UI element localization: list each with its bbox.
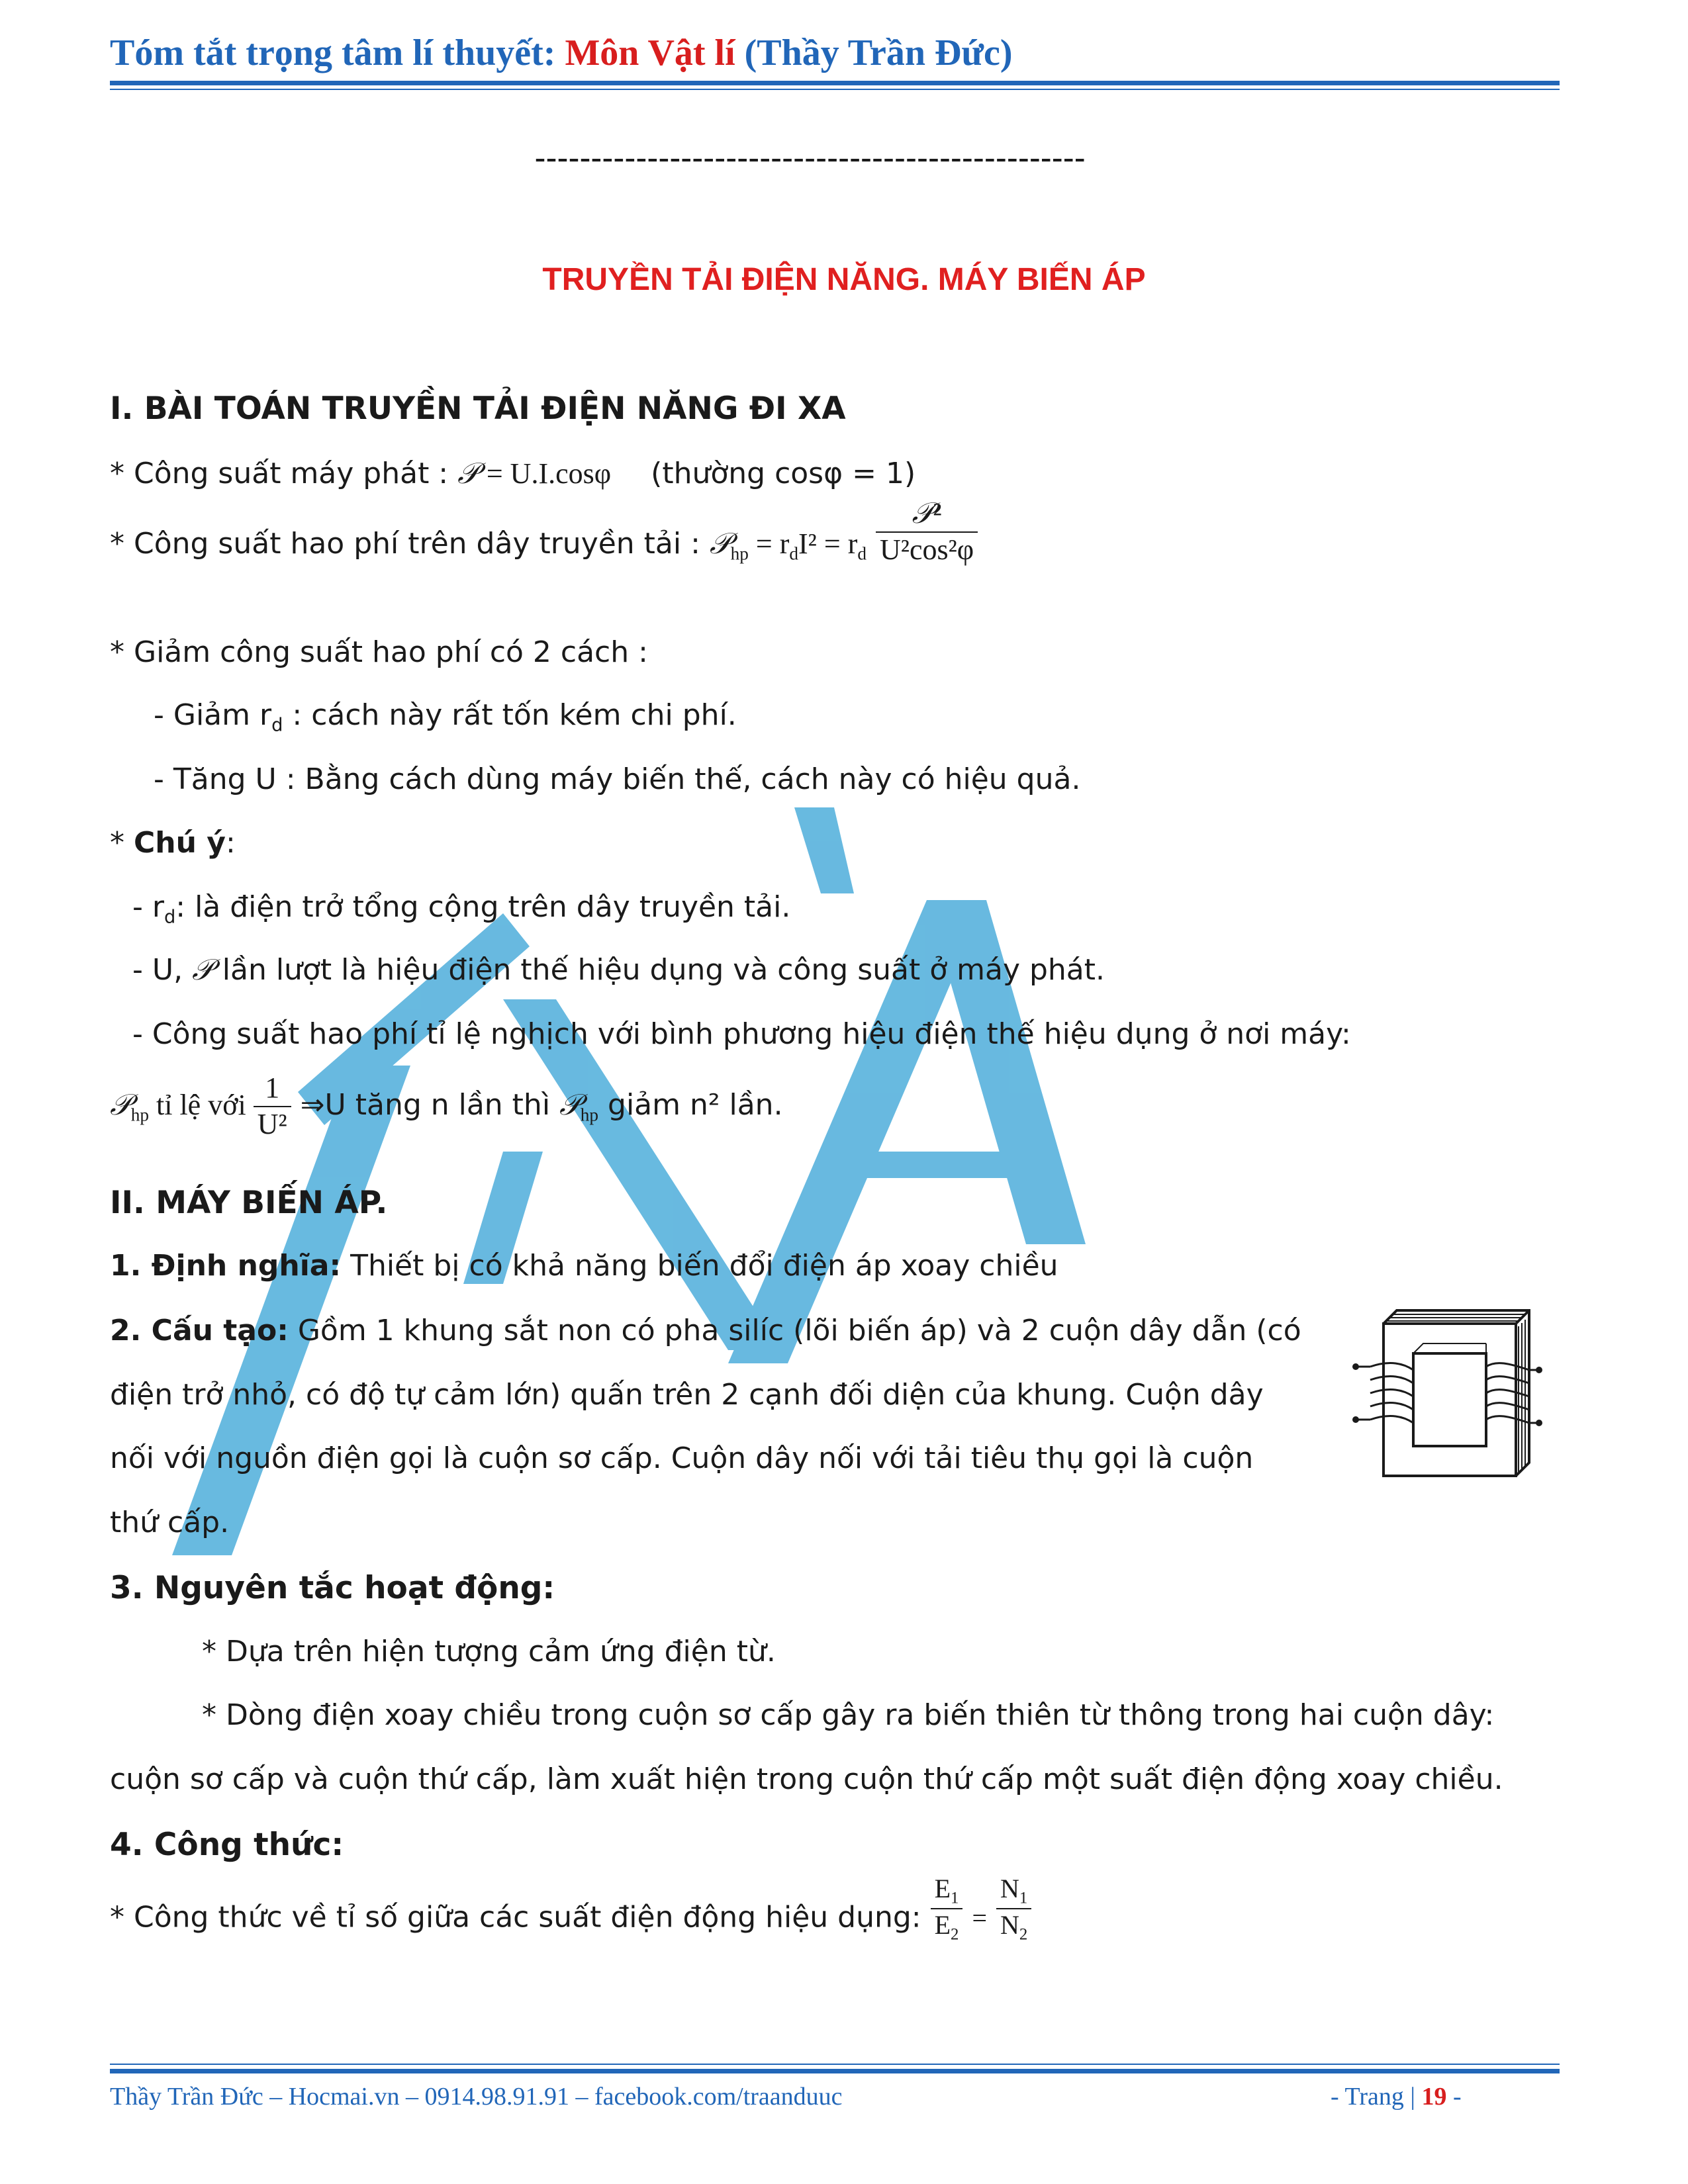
header-prefix: Tóm tắt trọng tâm lí thuyết:: [110, 32, 565, 73]
prop-den: U²: [257, 1107, 287, 1140]
prop-symbol-2: 𝒫: [559, 1087, 581, 1122]
header-subject: Môn Vật lí: [565, 32, 735, 73]
principle-item-2b: cuộn sơ cấp và cuộn thứ cấp, làm xuất hiện trong cuộn thứ cấp một suất điện động xoay chiều.: [110, 1762, 1503, 1796]
ratio-n2-sub: 2: [1019, 1926, 1028, 1944]
footer-rule-thick: [110, 2069, 1560, 2073]
structure-text-1: Gồm 1 khung sắt non có pha silíc (lõi biến áp) và 2 cuộn dây dẫn (có: [288, 1314, 1301, 1347]
definition-text: Thiết bị có khả năng biến đổi điện áp xoay chiều: [341, 1249, 1058, 1283]
note-bold: Chú ý: [134, 826, 226, 860]
loss-formula-a: = r: [755, 527, 790, 560]
page-prefix: - Trang |: [1331, 2083, 1422, 2111]
transformer-diagram: [1350, 1297, 1542, 1489]
structure-line-4: thứ cấp.: [110, 1506, 230, 1539]
document-title: TRUYỀN TẢI ĐIỆN NĂNG. MÁY BIẾN ÁP: [542, 262, 1146, 297]
formula-heading: 4. Công thức:: [110, 1827, 344, 1863]
ratio-e2-sub: 2: [951, 1926, 959, 1944]
header-teacher: (Thầy Trần Đức): [735, 32, 1013, 73]
structure-line-2: điện trở nhỏ, có độ tự cảm lớn) quấn trên 2 cạnh đối diện của khung. Cuộn dây: [110, 1378, 1264, 1412]
note-item-3: - Công suất hao phí tỉ lệ nghịch với bình phương hiệu điện thế hiệu dụng ở nơi máy:: [132, 1017, 1351, 1051]
principle-item-1: * Dựa trên hiện tượng cảm ứng điện từ.: [202, 1635, 776, 1668]
prop-fraction: [254, 1071, 291, 1142]
note-1-b: : là điện trở tổng cộng trên dây truyền tải.: [175, 890, 791, 924]
separator-line: -------------------------------------------------: [535, 140, 1086, 175]
note-colon: :: [225, 826, 236, 860]
ratio-e1: E: [934, 1874, 951, 1903]
structure-line-3: nối với nguồn điện gọi là cuộn sơ cấp. Cuộn dây nối với tải tiêu thụ gọi là cuộn: [110, 1441, 1254, 1475]
reduce-label: * Giảm công suất hao phí có 2 cách :: [110, 635, 648, 669]
page-number-label: [1331, 2082, 1462, 2111]
ratio-n2: N: [1000, 1910, 1019, 1940]
loss-fraction: [876, 496, 978, 568]
loss-line: [110, 496, 978, 568]
principle-heading: 3. Nguyên tắc hoạt động:: [110, 1570, 555, 1606]
ratio-e1-sub: 1: [951, 1889, 959, 1907]
reduce-1-a: - Giảm r: [154, 698, 272, 732]
reduce-1-b: : cách này rất tốn kém chi phí.: [283, 698, 737, 732]
loss-num-symbol: 𝒫: [912, 496, 933, 530]
reduce-1-sub: d: [271, 715, 283, 736]
power-note: (thường cosφ = 1): [651, 457, 916, 490]
header-rule-thick: [110, 81, 1560, 85]
ratio-line: [110, 1874, 1031, 1945]
note-2-symbol: 𝒫: [192, 953, 213, 987]
prop-sub-hp-2: hp: [580, 1105, 599, 1125]
note-item-1: [132, 890, 790, 929]
footer-text: Thầy Trần Đức – Hocmai.vn – 0914.98.91.91 – facebook.com/traanduuc: [110, 2083, 843, 2111]
structure-label: 2. Cấu tạo:: [110, 1314, 289, 1347]
ratio-n1: N: [1000, 1874, 1019, 1903]
prop-c: giảm n² lần.: [598, 1087, 783, 1122]
reduce-item-1: [154, 698, 737, 737]
prop-num: 1: [254, 1071, 291, 1107]
section1-heading: I. BÀI TOÁN TRUYỀN TẢI ĐIỆN NĂNG ĐI XA: [110, 390, 846, 427]
page-suffix: -: [1446, 2083, 1462, 2111]
structure-line-1: [110, 1314, 1301, 1349]
section2-heading: II. MÁY BIẾN ÁP.: [110, 1185, 388, 1221]
definition-label: 1. Định nghĩa:: [110, 1249, 342, 1283]
ratio-equals: =: [972, 1903, 988, 1933]
note-star: *: [110, 826, 134, 860]
ratio-e-fraction: [931, 1873, 963, 1945]
ratio-label: * Công thức về tỉ số giữa các suất điện động hiệu dụng:: [110, 1900, 931, 1934]
power-formula: = U.I.cosφ: [486, 457, 612, 490]
loss-formula-b: I² = r: [798, 527, 858, 560]
ratio-e2: E: [934, 1910, 951, 1940]
loss-den: U²cos²φ: [879, 533, 974, 566]
page-header: [110, 32, 1013, 74]
note-2-a: - U,: [132, 953, 193, 987]
loss-num-exp: ²: [933, 497, 942, 529]
loss-sub-d: d: [789, 543, 799, 564]
note-1-sub: d: [164, 907, 176, 928]
header-rule-thin: [110, 89, 1560, 90]
loss-symbol: 𝒫: [709, 526, 731, 561]
note-2-b: lần lượt là hiệu điện thế hiệu dụng và công suất ở máy phát.: [212, 953, 1105, 987]
note-label: [110, 826, 236, 861]
prop-sub-hp: hp: [130, 1105, 149, 1125]
note-1-a: - r: [132, 890, 164, 924]
proportion-line: [110, 1071, 783, 1142]
prop-b: ⇒U tăng n lần thì: [300, 1087, 560, 1122]
loss-sub-hp: hp: [730, 543, 749, 564]
definition-line: [110, 1249, 1058, 1284]
loss-sub-d2: d: [857, 543, 867, 564]
note-item-2: [132, 953, 1105, 988]
power-line: [110, 457, 915, 492]
ratio-n-fraction: [996, 1873, 1031, 1945]
ratio-n1-sub: 1: [1019, 1889, 1028, 1907]
prop-a: tỉ lệ với: [149, 1088, 254, 1121]
loss-label: * Công suất hao phí trên dây truyền tải :: [110, 526, 710, 561]
principle-item-2a: * Dòng điện xoay chiều trong cuộn sơ cấp gây ra biến thiên từ thông trong hai cuộn dây:: [202, 1698, 1495, 1732]
reduce-item-2: - Tăng U : Bằng cách dùng máy biến thế, cách này có hiệu quả.: [154, 762, 1081, 796]
page-number: 19: [1421, 2083, 1447, 2111]
footer-rule-thin: [110, 2064, 1560, 2065]
power-symbol: 𝒫: [457, 457, 479, 490]
prop-symbol: 𝒫: [110, 1087, 131, 1122]
power-label: * Công suất máy phát :: [110, 457, 458, 490]
